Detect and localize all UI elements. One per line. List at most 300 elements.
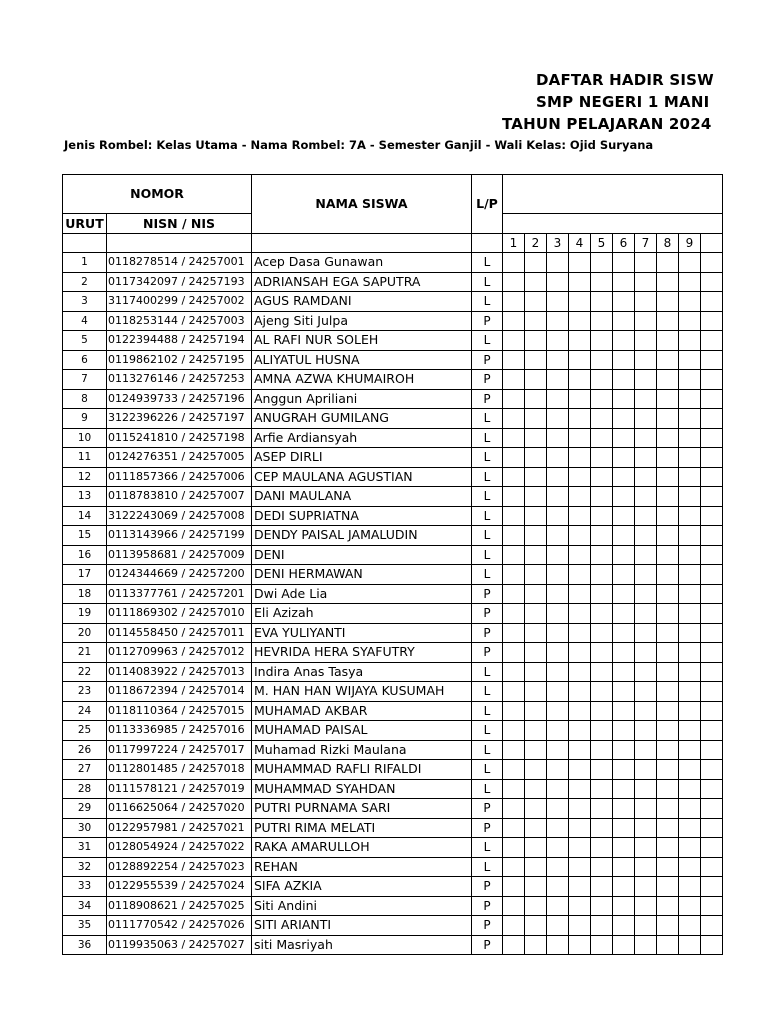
attendance-cell[interactable]: [701, 272, 723, 292]
attendance-cell[interactable]: [547, 409, 569, 429]
attendance-cell[interactable]: [701, 506, 723, 526]
attendance-cell[interactable]: [503, 545, 525, 565]
attendance-cell[interactable]: [525, 292, 547, 312]
attendance-cell[interactable]: [569, 721, 591, 741]
attendance-cell[interactable]: [569, 818, 591, 838]
attendance-cell[interactable]: [591, 292, 613, 312]
attendance-cell[interactable]: [635, 331, 657, 351]
attendance-cell[interactable]: [547, 526, 569, 546]
attendance-cell[interactable]: [569, 506, 591, 526]
attendance-cell[interactable]: [679, 935, 701, 955]
attendance-cell[interactable]: [701, 311, 723, 331]
attendance-cell[interactable]: [635, 448, 657, 468]
attendance-cell[interactable]: [547, 448, 569, 468]
attendance-cell[interactable]: [569, 604, 591, 624]
attendance-cell[interactable]: [613, 682, 635, 702]
attendance-cell[interactable]: [657, 487, 679, 507]
attendance-cell[interactable]: [613, 428, 635, 448]
attendance-cell[interactable]: [679, 838, 701, 858]
attendance-cell[interactable]: [525, 409, 547, 429]
attendance-cell[interactable]: [657, 682, 679, 702]
attendance-cell[interactable]: [701, 682, 723, 702]
attendance-cell[interactable]: [679, 350, 701, 370]
attendance-cell[interactable]: [657, 721, 679, 741]
attendance-cell[interactable]: [525, 740, 547, 760]
attendance-cell[interactable]: [569, 916, 591, 936]
attendance-cell[interactable]: [701, 740, 723, 760]
attendance-cell[interactable]: [547, 721, 569, 741]
attendance-cell[interactable]: [635, 682, 657, 702]
attendance-cell[interactable]: [635, 506, 657, 526]
attendance-cell[interactable]: [701, 662, 723, 682]
attendance-cell[interactable]: [547, 604, 569, 624]
attendance-cell[interactable]: [613, 331, 635, 351]
attendance-cell[interactable]: [591, 896, 613, 916]
attendance-cell[interactable]: [613, 643, 635, 663]
attendance-cell[interactable]: [503, 584, 525, 604]
attendance-cell[interactable]: [613, 662, 635, 682]
attendance-cell[interactable]: [613, 799, 635, 819]
attendance-cell[interactable]: [657, 526, 679, 546]
attendance-cell[interactable]: [569, 331, 591, 351]
attendance-cell[interactable]: [701, 818, 723, 838]
attendance-cell[interactable]: [547, 467, 569, 487]
attendance-cell[interactable]: [657, 389, 679, 409]
attendance-cell[interactable]: [701, 857, 723, 877]
attendance-cell[interactable]: [591, 721, 613, 741]
attendance-cell[interactable]: [657, 604, 679, 624]
attendance-cell[interactable]: [701, 643, 723, 663]
attendance-cell[interactable]: [657, 857, 679, 877]
attendance-cell[interactable]: [547, 799, 569, 819]
attendance-cell[interactable]: [525, 604, 547, 624]
attendance-cell[interactable]: [679, 896, 701, 916]
attendance-cell[interactable]: [679, 662, 701, 682]
attendance-cell[interactable]: [591, 272, 613, 292]
attendance-cell[interactable]: [613, 389, 635, 409]
attendance-cell[interactable]: [635, 272, 657, 292]
attendance-cell[interactable]: [547, 272, 569, 292]
attendance-cell[interactable]: [591, 623, 613, 643]
attendance-cell[interactable]: [657, 545, 679, 565]
attendance-cell[interactable]: [569, 740, 591, 760]
attendance-cell[interactable]: [635, 877, 657, 897]
attendance-cell[interactable]: [569, 662, 591, 682]
attendance-cell[interactable]: [547, 682, 569, 702]
attendance-cell[interactable]: [503, 487, 525, 507]
attendance-cell[interactable]: [503, 721, 525, 741]
attendance-cell[interactable]: [547, 584, 569, 604]
attendance-cell[interactable]: [591, 350, 613, 370]
attendance-cell[interactable]: [635, 701, 657, 721]
attendance-cell[interactable]: [679, 799, 701, 819]
attendance-cell[interactable]: [657, 935, 679, 955]
attendance-cell[interactable]: [569, 857, 591, 877]
attendance-cell[interactable]: [635, 409, 657, 429]
attendance-cell[interactable]: [569, 409, 591, 429]
attendance-cell[interactable]: [635, 818, 657, 838]
attendance-cell[interactable]: [525, 896, 547, 916]
attendance-cell[interactable]: [591, 799, 613, 819]
attendance-cell[interactable]: [591, 760, 613, 780]
attendance-cell[interactable]: [591, 643, 613, 663]
attendance-cell[interactable]: [679, 604, 701, 624]
attendance-cell[interactable]: [569, 487, 591, 507]
attendance-cell[interactable]: [503, 448, 525, 468]
attendance-cell[interactable]: [613, 916, 635, 936]
attendance-cell[interactable]: [635, 916, 657, 936]
attendance-cell[interactable]: [569, 935, 591, 955]
attendance-cell[interactable]: [525, 487, 547, 507]
attendance-cell[interactable]: [635, 467, 657, 487]
attendance-cell[interactable]: [679, 467, 701, 487]
attendance-cell[interactable]: [635, 721, 657, 741]
attendance-cell[interactable]: [657, 779, 679, 799]
attendance-cell[interactable]: [679, 818, 701, 838]
attendance-cell[interactable]: [569, 565, 591, 585]
attendance-cell[interactable]: [547, 896, 569, 916]
attendance-cell[interactable]: [547, 292, 569, 312]
attendance-cell[interactable]: [657, 662, 679, 682]
attendance-cell[interactable]: [635, 799, 657, 819]
attendance-cell[interactable]: [547, 389, 569, 409]
attendance-cell[interactable]: [701, 877, 723, 897]
attendance-cell[interactable]: [701, 545, 723, 565]
attendance-cell[interactable]: [503, 370, 525, 390]
attendance-cell[interactable]: [635, 740, 657, 760]
attendance-cell[interactable]: [679, 506, 701, 526]
attendance-cell[interactable]: [547, 565, 569, 585]
attendance-cell[interactable]: [503, 272, 525, 292]
attendance-cell[interactable]: [525, 565, 547, 585]
attendance-cell[interactable]: [591, 448, 613, 468]
attendance-cell[interactable]: [657, 292, 679, 312]
attendance-cell[interactable]: [503, 682, 525, 702]
attendance-cell[interactable]: [503, 506, 525, 526]
attendance-cell[interactable]: [613, 526, 635, 546]
attendance-cell[interactable]: [569, 370, 591, 390]
attendance-cell[interactable]: [525, 779, 547, 799]
attendance-cell[interactable]: [701, 916, 723, 936]
attendance-cell[interactable]: [525, 467, 547, 487]
attendance-cell[interactable]: [635, 779, 657, 799]
attendance-cell[interactable]: [635, 292, 657, 312]
attendance-cell[interactable]: [613, 370, 635, 390]
attendance-cell[interactable]: [701, 721, 723, 741]
attendance-cell[interactable]: [635, 370, 657, 390]
attendance-cell[interactable]: [613, 467, 635, 487]
attendance-cell[interactable]: [525, 701, 547, 721]
attendance-cell[interactable]: [569, 760, 591, 780]
attendance-cell[interactable]: [613, 565, 635, 585]
attendance-cell[interactable]: [525, 838, 547, 858]
attendance-cell[interactable]: [525, 662, 547, 682]
attendance-cell[interactable]: [679, 292, 701, 312]
attendance-cell[interactable]: [657, 916, 679, 936]
attendance-cell[interactable]: [569, 838, 591, 858]
attendance-cell[interactable]: [701, 526, 723, 546]
attendance-cell[interactable]: [701, 370, 723, 390]
attendance-cell[interactable]: [591, 526, 613, 546]
attendance-cell[interactable]: [547, 701, 569, 721]
attendance-cell[interactable]: [701, 760, 723, 780]
attendance-cell[interactable]: [613, 584, 635, 604]
attendance-cell[interactable]: [701, 331, 723, 351]
attendance-cell[interactable]: [635, 311, 657, 331]
attendance-cell[interactable]: [503, 760, 525, 780]
attendance-cell[interactable]: [613, 818, 635, 838]
attendance-cell[interactable]: [547, 838, 569, 858]
attendance-cell[interactable]: [701, 253, 723, 273]
attendance-cell[interactable]: [613, 448, 635, 468]
attendance-cell[interactable]: [503, 701, 525, 721]
attendance-cell[interactable]: [635, 604, 657, 624]
attendance-cell[interactable]: [657, 740, 679, 760]
attendance-cell[interactable]: [525, 721, 547, 741]
attendance-cell[interactable]: [503, 565, 525, 585]
attendance-cell[interactable]: [591, 370, 613, 390]
attendance-cell[interactable]: [591, 818, 613, 838]
attendance-cell[interactable]: [679, 370, 701, 390]
attendance-cell[interactable]: [503, 838, 525, 858]
attendance-cell[interactable]: [679, 311, 701, 331]
attendance-cell[interactable]: [657, 467, 679, 487]
attendance-cell[interactable]: [679, 623, 701, 643]
attendance-cell[interactable]: [635, 760, 657, 780]
attendance-cell[interactable]: [503, 857, 525, 877]
attendance-cell[interactable]: [657, 311, 679, 331]
attendance-cell[interactable]: [679, 779, 701, 799]
attendance-cell[interactable]: [591, 604, 613, 624]
attendance-cell[interactable]: [657, 565, 679, 585]
attendance-cell[interactable]: [591, 389, 613, 409]
attendance-cell[interactable]: [613, 857, 635, 877]
attendance-cell[interactable]: [569, 584, 591, 604]
attendance-cell[interactable]: [547, 779, 569, 799]
attendance-cell[interactable]: [635, 389, 657, 409]
attendance-cell[interactable]: [679, 760, 701, 780]
attendance-cell[interactable]: [547, 350, 569, 370]
attendance-cell[interactable]: [591, 311, 613, 331]
attendance-cell[interactable]: [701, 584, 723, 604]
attendance-cell[interactable]: [591, 935, 613, 955]
attendance-cell[interactable]: [635, 545, 657, 565]
attendance-cell[interactable]: [525, 311, 547, 331]
attendance-cell[interactable]: [679, 448, 701, 468]
attendance-cell[interactable]: [569, 701, 591, 721]
attendance-cell[interactable]: [657, 272, 679, 292]
attendance-cell[interactable]: [525, 935, 547, 955]
attendance-cell[interactable]: [701, 896, 723, 916]
attendance-cell[interactable]: [569, 545, 591, 565]
attendance-cell[interactable]: [503, 428, 525, 448]
attendance-cell[interactable]: [701, 838, 723, 858]
attendance-cell[interactable]: [635, 253, 657, 273]
attendance-cell[interactable]: [503, 604, 525, 624]
attendance-cell[interactable]: [591, 487, 613, 507]
attendance-cell[interactable]: [701, 409, 723, 429]
attendance-cell[interactable]: [525, 526, 547, 546]
attendance-cell[interactable]: [569, 467, 591, 487]
attendance-cell[interactable]: [503, 818, 525, 838]
attendance-cell[interactable]: [657, 896, 679, 916]
attendance-cell[interactable]: [503, 662, 525, 682]
attendance-cell[interactable]: [613, 896, 635, 916]
attendance-cell[interactable]: [613, 779, 635, 799]
attendance-cell[interactable]: [591, 409, 613, 429]
attendance-cell[interactable]: [679, 584, 701, 604]
attendance-cell[interactable]: [635, 428, 657, 448]
attendance-cell[interactable]: [503, 877, 525, 897]
attendance-cell[interactable]: [525, 448, 547, 468]
attendance-cell[interactable]: [657, 409, 679, 429]
attendance-cell[interactable]: [701, 350, 723, 370]
attendance-cell[interactable]: [679, 428, 701, 448]
attendance-cell[interactable]: [701, 292, 723, 312]
attendance-cell[interactable]: [591, 565, 613, 585]
attendance-cell[interactable]: [569, 682, 591, 702]
attendance-cell[interactable]: [591, 740, 613, 760]
attendance-cell[interactable]: [679, 526, 701, 546]
attendance-cell[interactable]: [613, 740, 635, 760]
attendance-cell[interactable]: [701, 623, 723, 643]
attendance-cell[interactable]: [547, 545, 569, 565]
attendance-cell[interactable]: [591, 506, 613, 526]
attendance-cell[interactable]: [569, 877, 591, 897]
attendance-cell[interactable]: [569, 623, 591, 643]
attendance-cell[interactable]: [635, 838, 657, 858]
attendance-cell[interactable]: [657, 584, 679, 604]
attendance-cell[interactable]: [635, 487, 657, 507]
attendance-cell[interactable]: [591, 779, 613, 799]
attendance-cell[interactable]: [657, 877, 679, 897]
attendance-cell[interactable]: [635, 584, 657, 604]
attendance-cell[interactable]: [613, 292, 635, 312]
attendance-cell[interactable]: [525, 506, 547, 526]
attendance-cell[interactable]: [657, 760, 679, 780]
attendance-cell[interactable]: [547, 760, 569, 780]
attendance-cell[interactable]: [679, 253, 701, 273]
attendance-cell[interactable]: [503, 740, 525, 760]
attendance-cell[interactable]: [679, 389, 701, 409]
attendance-cell[interactable]: [503, 779, 525, 799]
attendance-cell[interactable]: [591, 877, 613, 897]
attendance-cell[interactable]: [503, 935, 525, 955]
attendance-cell[interactable]: [679, 701, 701, 721]
attendance-cell[interactable]: [569, 253, 591, 273]
attendance-cell[interactable]: [679, 487, 701, 507]
attendance-cell[interactable]: [701, 935, 723, 955]
attendance-cell[interactable]: [657, 818, 679, 838]
attendance-cell[interactable]: [679, 272, 701, 292]
attendance-cell[interactable]: [701, 389, 723, 409]
attendance-cell[interactable]: [657, 350, 679, 370]
attendance-cell[interactable]: [503, 292, 525, 312]
attendance-cell[interactable]: [569, 311, 591, 331]
attendance-cell[interactable]: [547, 857, 569, 877]
attendance-cell[interactable]: [591, 662, 613, 682]
attendance-cell[interactable]: [569, 896, 591, 916]
attendance-cell[interactable]: [591, 838, 613, 858]
attendance-cell[interactable]: [525, 253, 547, 273]
attendance-cell[interactable]: [635, 565, 657, 585]
attendance-cell[interactable]: [547, 487, 569, 507]
attendance-cell[interactable]: [657, 506, 679, 526]
attendance-cell[interactable]: [525, 389, 547, 409]
attendance-cell[interactable]: [591, 467, 613, 487]
attendance-cell[interactable]: [503, 799, 525, 819]
attendance-cell[interactable]: [701, 779, 723, 799]
attendance-cell[interactable]: [701, 487, 723, 507]
attendance-cell[interactable]: [525, 545, 547, 565]
attendance-cell[interactable]: [547, 643, 569, 663]
attendance-cell[interactable]: [525, 818, 547, 838]
attendance-cell[interactable]: [635, 526, 657, 546]
attendance-cell[interactable]: [657, 370, 679, 390]
attendance-cell[interactable]: [679, 916, 701, 936]
attendance-cell[interactable]: [613, 701, 635, 721]
attendance-cell[interactable]: [525, 272, 547, 292]
attendance-cell[interactable]: [525, 350, 547, 370]
attendance-cell[interactable]: [657, 253, 679, 273]
attendance-cell[interactable]: [701, 799, 723, 819]
attendance-cell[interactable]: [701, 467, 723, 487]
attendance-cell[interactable]: [657, 331, 679, 351]
attendance-cell[interactable]: [591, 584, 613, 604]
attendance-cell[interactable]: [701, 701, 723, 721]
attendance-cell[interactable]: [613, 311, 635, 331]
attendance-cell[interactable]: [569, 526, 591, 546]
attendance-cell[interactable]: [525, 643, 547, 663]
attendance-cell[interactable]: [569, 292, 591, 312]
attendance-cell[interactable]: [525, 331, 547, 351]
attendance-cell[interactable]: [679, 565, 701, 585]
attendance-cell[interactable]: [525, 682, 547, 702]
attendance-cell[interactable]: [547, 916, 569, 936]
attendance-cell[interactable]: [503, 916, 525, 936]
attendance-cell[interactable]: [525, 584, 547, 604]
attendance-cell[interactable]: [657, 623, 679, 643]
attendance-cell[interactable]: [591, 253, 613, 273]
attendance-cell[interactable]: [657, 448, 679, 468]
attendance-cell[interactable]: [657, 428, 679, 448]
attendance-cell[interactable]: [657, 838, 679, 858]
attendance-cell[interactable]: [613, 721, 635, 741]
attendance-cell[interactable]: [657, 643, 679, 663]
attendance-cell[interactable]: [525, 428, 547, 448]
attendance-cell[interactable]: [503, 643, 525, 663]
attendance-cell[interactable]: [701, 448, 723, 468]
attendance-cell[interactable]: [679, 643, 701, 663]
attendance-cell[interactable]: [613, 506, 635, 526]
attendance-cell[interactable]: [613, 623, 635, 643]
attendance-cell[interactable]: [503, 409, 525, 429]
attendance-cell[interactable]: [525, 799, 547, 819]
attendance-cell[interactable]: [679, 877, 701, 897]
attendance-cell[interactable]: [701, 565, 723, 585]
attendance-cell[interactable]: [635, 350, 657, 370]
attendance-cell[interactable]: [657, 799, 679, 819]
attendance-cell[interactable]: [613, 838, 635, 858]
attendance-cell[interactable]: [591, 545, 613, 565]
attendance-cell[interactable]: [613, 604, 635, 624]
attendance-cell[interactable]: [503, 331, 525, 351]
attendance-cell[interactable]: [503, 526, 525, 546]
attendance-cell[interactable]: [569, 779, 591, 799]
attendance-cell[interactable]: [547, 623, 569, 643]
attendance-cell[interactable]: [503, 467, 525, 487]
attendance-cell[interactable]: [547, 311, 569, 331]
